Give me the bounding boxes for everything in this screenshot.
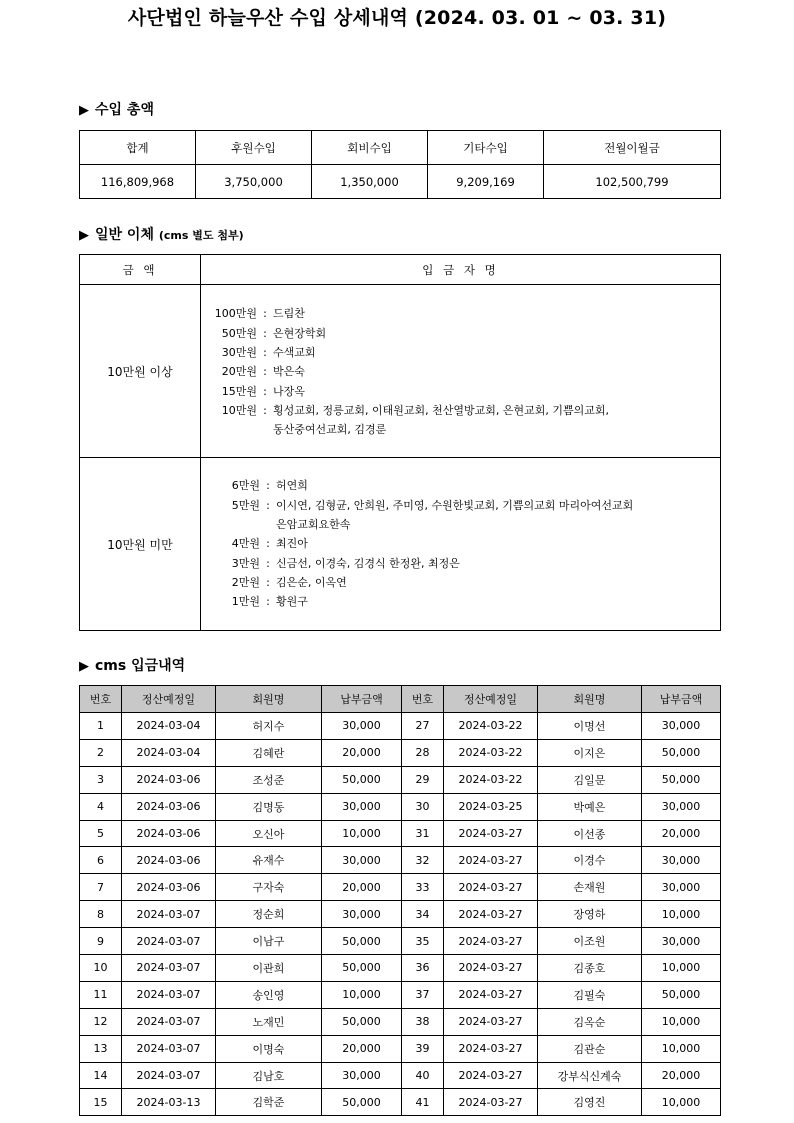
table-cell: 1 [80, 713, 122, 740]
table-cell: 2024-03-06 [122, 793, 216, 820]
table-row [80, 1062, 721, 1089]
table-row [80, 928, 721, 955]
general-heading-note: (cms 별도 첨부) [158, 229, 244, 242]
table-cell: 38 [402, 1008, 444, 1035]
donor-row [223, 534, 720, 553]
cms-header-cell: 납부금액 [322, 686, 402, 713]
table-cell: 10,000 [642, 955, 721, 982]
donor-separator: : [266, 595, 270, 609]
summary-header-cell: 후원수입 [196, 131, 312, 165]
table-cell: 30,000 [322, 847, 402, 874]
table-cell: 이관희 [216, 955, 322, 982]
table-cell: 2024-03-04 [122, 713, 216, 740]
table-row [80, 901, 721, 928]
donor-amount: 4만원 [231, 537, 260, 551]
table-cell: 28 [402, 739, 444, 766]
cms-header-cell: 정산예정일 [444, 686, 538, 713]
table-cell: 30 [402, 793, 444, 820]
table-row [80, 1035, 721, 1062]
table-cell: 2024-03-07 [122, 928, 216, 955]
donor-amount: 20만원 [221, 365, 257, 379]
general-group-content [201, 285, 721, 458]
donor-separator: : [263, 384, 267, 398]
cms-header-cell: 회원명 [538, 686, 642, 713]
triangle-bullet-icon: ▶ [79, 659, 89, 674]
table-cell: 10,000 [642, 1008, 721, 1035]
table-cell: 유재수 [216, 847, 322, 874]
general-group-content [201, 458, 721, 631]
donor-separator [260, 515, 276, 534]
table-cell: 이명선 [538, 713, 642, 740]
table-cell: 2024-03-13 [122, 1089, 216, 1116]
summary-heading-text: 수입 총액 [95, 102, 154, 118]
table-cell: 김혜란 [216, 739, 322, 766]
general-header-row [80, 255, 721, 285]
table-cell: 50,000 [322, 1089, 402, 1116]
table-cell: 2024-03-27 [444, 874, 538, 901]
table-row [80, 1089, 721, 1116]
donor-amount: 2만원 [231, 575, 260, 589]
table-cell: 50,000 [642, 766, 721, 793]
table-cell: 2024-03-07 [122, 1062, 216, 1089]
table-row [80, 793, 721, 820]
general-group-label: 10만원 이상 [80, 285, 201, 458]
table-row [80, 1008, 721, 1035]
table-cell: 50,000 [642, 739, 721, 766]
donor-names: 횡성교회, 정릉교회, 이태원교회, 천산열방교회, 은현교회, 기쁨의교회, [273, 403, 609, 417]
table-cell: 34 [402, 901, 444, 928]
cms-table-body [80, 713, 721, 1116]
donor-separator: : [263, 365, 267, 379]
donor-separator: : [263, 346, 267, 360]
table-cell: 30,000 [322, 1062, 402, 1089]
donor-amount: 30만원 [221, 346, 257, 360]
table-cell: 10,000 [642, 1089, 721, 1116]
table-cell: 2024-03-06 [122, 820, 216, 847]
table-cell: 30,000 [642, 928, 721, 955]
summary-value-cell: 102,500,799 [544, 165, 721, 199]
donor-names: 허연희 [276, 479, 308, 493]
table-cell: 8 [80, 901, 122, 928]
triangle-bullet-icon: ▶ [79, 103, 89, 118]
general-heading-text: 일반 이체 [95, 227, 154, 243]
donor-row [211, 343, 720, 362]
table-cell: 오신아 [216, 820, 322, 847]
summary-value-cell: 1,350,000 [312, 165, 428, 199]
table-cell: 11 [80, 981, 122, 1008]
table-cell: 20,000 [322, 874, 402, 901]
page-title: 사단법인 하늘우산 수입 상세내역 (2024. 03. 01 ~ 03. 31) [127, 7, 667, 29]
table-cell: 2024-03-27 [444, 1008, 538, 1035]
donor-row [223, 554, 720, 573]
donor-names: 나장옥 [273, 384, 305, 398]
donor-names: 신금선, 이경숙, 김경식 한정완, 최정은 [276, 556, 460, 570]
donor-names: 최진아 [276, 537, 308, 551]
donor-separator: : [266, 479, 270, 493]
donor-separator: : [266, 575, 270, 589]
table-cell: 장영하 [538, 901, 642, 928]
donor-names: 황원구 [276, 595, 308, 609]
table-row [80, 766, 721, 793]
summary-header-cell: 회비수입 [312, 131, 428, 165]
donor-amount [211, 420, 257, 439]
table-cell: 50,000 [322, 928, 402, 955]
table-cell: 30,000 [642, 874, 721, 901]
table-cell: 7 [80, 874, 122, 901]
donor-row [223, 592, 720, 611]
table-cell: 2024-03-27 [444, 955, 538, 982]
table-row [80, 981, 721, 1008]
table-cell: 2024-03-06 [122, 847, 216, 874]
table-cell: 2024-03-27 [444, 1089, 538, 1116]
table-cell: 37 [402, 981, 444, 1008]
donor-separator: : [266, 537, 270, 551]
table-cell: 정순희 [216, 901, 322, 928]
donor-row [223, 496, 720, 515]
donor-names: 은현장학회 [273, 326, 327, 340]
cms-header-cell: 번호 [402, 686, 444, 713]
table-cell: 김학준 [216, 1089, 322, 1116]
table-cell: 2024-03-27 [444, 820, 538, 847]
donor-row [211, 420, 720, 439]
table-cell: 13 [80, 1035, 122, 1062]
donor-separator: : [263, 307, 267, 321]
general-group-row [80, 285, 721, 458]
table-cell: 40 [402, 1062, 444, 1089]
table-cell: 20,000 [322, 1035, 402, 1062]
table-cell: 50,000 [322, 955, 402, 982]
donor-names: 김은순, 이옥연 [276, 575, 347, 589]
table-cell: 10,000 [322, 981, 402, 1008]
table-cell: 27 [402, 713, 444, 740]
donor-amount: 5만원 [231, 498, 260, 512]
table-cell: 조성준 [216, 766, 322, 793]
summary-value-cell: 9,209,169 [428, 165, 544, 199]
table-cell: 김옥순 [538, 1008, 642, 1035]
table-cell: 2024-03-07 [122, 981, 216, 1008]
table-cell: 박예은 [538, 793, 642, 820]
table-row [80, 955, 721, 982]
table-cell: 32 [402, 847, 444, 874]
table-cell: 15 [80, 1089, 122, 1116]
cms-header-cell: 납부금액 [642, 686, 721, 713]
table-cell: 39 [402, 1035, 444, 1062]
donor-row [211, 362, 720, 381]
donor-row [223, 515, 720, 534]
table-cell: 20,000 [642, 1062, 721, 1089]
table-cell: 2024-03-22 [444, 766, 538, 793]
donor-row [211, 304, 720, 323]
table-cell: 33 [402, 874, 444, 901]
table-cell: 14 [80, 1062, 122, 1089]
table-cell: 10 [80, 955, 122, 982]
table-cell: 50,000 [322, 1008, 402, 1035]
table-cell: 2024-03-25 [444, 793, 538, 820]
table-cell: 이남구 [216, 928, 322, 955]
table-cell: 강부식신계숙 [538, 1062, 642, 1089]
table-cell: 30,000 [642, 713, 721, 740]
donor-list [201, 302, 720, 439]
table-cell: 10,000 [322, 820, 402, 847]
summary-header-cell: 전월이월금 [544, 131, 721, 165]
table-cell: 김명동 [216, 793, 322, 820]
donor-amount: 3만원 [231, 556, 260, 570]
table-cell: 김영진 [538, 1089, 642, 1116]
table-cell: 20,000 [642, 820, 721, 847]
table-cell: 50,000 [642, 981, 721, 1008]
donor-separator: : [263, 403, 267, 417]
donor-separator: : [266, 498, 270, 512]
table-cell: 31 [402, 820, 444, 847]
general-header-amount: 금 액 [80, 255, 201, 285]
table-cell: 2024-03-07 [122, 955, 216, 982]
summary-value-cell: 3,750,000 [196, 165, 312, 199]
table-cell: 30,000 [642, 793, 721, 820]
cms-heading-text: cms 입금내역 [95, 658, 186, 674]
summary-header-cell: 합계 [80, 131, 196, 165]
table-cell: 김관순 [538, 1035, 642, 1062]
table-cell: 김종호 [538, 955, 642, 982]
table-row [80, 713, 721, 740]
table-cell: 3 [80, 766, 122, 793]
table-row [80, 847, 721, 874]
general-table [79, 254, 721, 631]
summary-table [79, 130, 721, 199]
donor-amount: 6만원 [231, 479, 260, 493]
table-cell: 4 [80, 793, 122, 820]
cms-table [79, 685, 721, 1116]
table-cell: 30,000 [322, 713, 402, 740]
table-cell: 6 [80, 847, 122, 874]
table-cell: 30,000 [642, 847, 721, 874]
summary-value-row [80, 165, 721, 199]
table-cell: 2024-03-27 [444, 847, 538, 874]
donor-separator: : [263, 326, 267, 340]
table-cell: 이조원 [538, 928, 642, 955]
table-cell: 5 [80, 820, 122, 847]
table-cell: 김남호 [216, 1062, 322, 1089]
donor-names: 동산중여선교회, 김경룬 [273, 423, 387, 437]
table-cell: 이경수 [538, 847, 642, 874]
table-cell: 구자숙 [216, 874, 322, 901]
donor-names: 드림찬 [273, 307, 305, 321]
table-cell: 2024-03-07 [122, 1035, 216, 1062]
table-cell: 10,000 [642, 901, 721, 928]
summary-heading [79, 99, 154, 119]
table-cell: 김필숙 [538, 981, 642, 1008]
table-cell: 2024-03-27 [444, 1062, 538, 1089]
table-cell: 36 [402, 955, 444, 982]
table-cell: 41 [402, 1089, 444, 1116]
donor-row [211, 401, 720, 420]
general-header-names: 입 금 자 명 [201, 255, 721, 285]
table-cell: 29 [402, 766, 444, 793]
table-cell: 30,000 [322, 793, 402, 820]
table-cell: 9 [80, 928, 122, 955]
table-cell: 2024-03-07 [122, 901, 216, 928]
triangle-bullet-icon: ▶ [79, 228, 89, 243]
donor-separator: : [266, 556, 270, 570]
cms-heading [79, 655, 185, 675]
cms-header-row [80, 686, 721, 713]
summary-value-cell: 116,809,968 [80, 165, 196, 199]
table-cell: 이선종 [538, 820, 642, 847]
table-cell: 20,000 [322, 739, 402, 766]
table-cell: 2 [80, 739, 122, 766]
donor-amount: 1만원 [231, 595, 260, 609]
summary-header-row [80, 131, 721, 165]
table-cell: 2024-03-22 [444, 713, 538, 740]
table-row [80, 739, 721, 766]
donor-amount: 10만원 [221, 403, 257, 417]
general-group-label: 10만원 미만 [80, 458, 201, 631]
table-cell: 김일문 [538, 766, 642, 793]
table-cell: 2024-03-07 [122, 1008, 216, 1035]
donor-names: 수색교회 [273, 346, 316, 360]
table-cell: 10,000 [642, 1035, 721, 1062]
donor-row [223, 573, 720, 592]
donor-names: 박은숙 [273, 365, 305, 379]
table-cell: 12 [80, 1008, 122, 1035]
donor-amount: 15만원 [221, 384, 257, 398]
donor-row [211, 382, 720, 401]
donor-amount: 50만원 [221, 326, 257, 340]
table-cell: 2024-03-27 [444, 928, 538, 955]
general-heading [79, 224, 244, 244]
donor-separator [257, 420, 273, 439]
cms-header-cell: 정산예정일 [122, 686, 216, 713]
table-cell: 2024-03-06 [122, 874, 216, 901]
general-group-row [80, 458, 721, 631]
table-cell: 2024-03-22 [444, 739, 538, 766]
table-cell: 50,000 [322, 766, 402, 793]
table-cell: 2024-03-27 [444, 1035, 538, 1062]
donor-list [201, 476, 720, 611]
donor-row [223, 476, 720, 495]
table-row [80, 874, 721, 901]
table-cell: 이지은 [538, 739, 642, 766]
table-cell: 30,000 [322, 901, 402, 928]
cms-header-cell: 번호 [80, 686, 122, 713]
table-row [80, 820, 721, 847]
summary-header-cell: 기타수입 [428, 131, 544, 165]
donor-row [211, 324, 720, 343]
table-cell: 2024-03-04 [122, 739, 216, 766]
table-cell: 노재민 [216, 1008, 322, 1035]
table-cell: 2024-03-27 [444, 901, 538, 928]
table-cell: 허지수 [216, 713, 322, 740]
table-cell: 2024-03-06 [122, 766, 216, 793]
table-cell: 이명숙 [216, 1035, 322, 1062]
donor-amount [223, 515, 260, 534]
donor-amount: 100만원 [214, 307, 257, 321]
donor-names: 은암교회요한속 [276, 518, 351, 532]
table-cell: 손재원 [538, 874, 642, 901]
donor-names: 이시연, 김형균, 안희원, 주미영, 수원한빛교회, 기쁨의교회 마리아여선교회 [276, 498, 634, 512]
table-cell: 35 [402, 928, 444, 955]
table-cell: 2024-03-27 [444, 981, 538, 1008]
cms-header-cell: 회원명 [216, 686, 322, 713]
table-cell: 송인영 [216, 981, 322, 1008]
